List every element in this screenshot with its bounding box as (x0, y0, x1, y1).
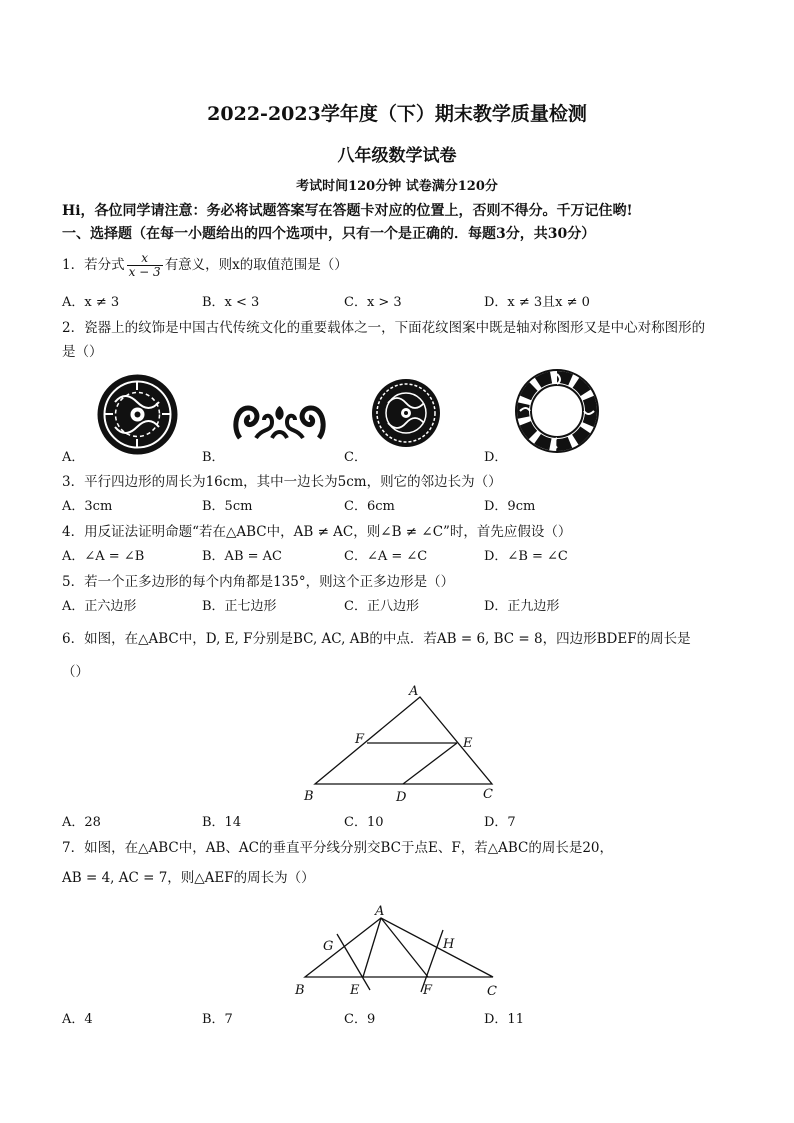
q7-segment-af (381, 918, 428, 977)
figure-q6-triangle (295, 680, 510, 805)
q6-label-f: F (355, 732, 365, 747)
pattern-a-image (95, 372, 180, 457)
q3-option-a[interactable]: A．3cm (62, 499, 113, 514)
q6-option-d[interactable]: D．7 (484, 815, 516, 830)
q4-option-b[interactable]: B．AB = AC (202, 549, 282, 564)
q7-label-g: G (323, 939, 334, 954)
q1-option-d[interactable]: D．x ≠ 3且x ≠ 0 (484, 295, 590, 310)
section-heading: 一、选择题（在每一小题给出的四个选项中，只有一个是正确的．每题3分，共30分） (62, 226, 596, 242)
q6-label-a: A (409, 684, 419, 699)
q1-prefix: 1．若分式 (62, 257, 125, 273)
q7-bisector-ab (337, 934, 370, 990)
exam-title: 2022-2023学年度（下）期末教学质量检测 (207, 103, 587, 125)
q2-option-a[interactable]: A． (62, 450, 85, 465)
q7-label-h: H (443, 937, 455, 952)
q7-option-a[interactable]: A．4 (62, 1012, 93, 1027)
q6-label-b: B (304, 789, 314, 804)
q5-option-b[interactable]: B．正七边形 (202, 599, 277, 614)
exam-info: 考试时间120分钟 试卷满分120分 (296, 179, 498, 194)
q7-label-f: F (423, 983, 433, 998)
q2-option-d[interactable]: D． (484, 450, 508, 465)
q7-label-c: C (487, 984, 497, 999)
question-2-line2: 是（） (62, 344, 103, 360)
q1-option-a[interactable]: A．x ≠ 3 (62, 295, 120, 310)
q5-option-c[interactable]: C．正八边形 (344, 599, 419, 614)
q7-label-a: A (375, 904, 385, 919)
q1-option-b[interactable]: B．x < 3 (202, 295, 260, 310)
q1-fraction (127, 252, 163, 279)
q5-option-a[interactable]: A．正六边形 (62, 599, 137, 614)
question-6-line1: 6．如图，在△ABC中，D, E, F分别是BC, AC, AB的中点．若AB = 6, BC = 8，四边形BDEF的周长是 (62, 631, 691, 647)
q1-option-c[interactable]: C．x > 3 (344, 295, 402, 310)
q1-frac-den: x − 3 (128, 265, 161, 279)
q1-suffix: 有意义，则x的取值范围是（） (164, 257, 348, 273)
question-5: 5．若一个正多边形的每个内角都是135°，则这个正多边形是（） (62, 574, 455, 590)
q1-frac-num: x (127, 252, 163, 266)
pattern-d-image (512, 366, 602, 456)
question-7-line2: AB = 4, AC = 7，则△AEF的周长为（） (62, 870, 315, 886)
exam-notice: Hi，各位同学请注意：务必将试题答案写在答题卡对应的位置上，否则不得分。千万记住哟! (62, 203, 633, 219)
pattern-b-image (232, 398, 327, 446)
q3-option-c[interactable]: C．6cm (344, 499, 395, 514)
question-4: 4．用反证法证明命题“若在△ABC中，AB ≠ AC，则∠B ≠ ∠C”时，首先应假设（） (62, 524, 572, 540)
q7-segment-ae (363, 918, 381, 977)
q7-label-e: E (350, 983, 360, 998)
q7-option-d[interactable]: D．11 (484, 1012, 524, 1027)
q6-label-d: D (396, 790, 407, 805)
q2-option-c[interactable]: C． (344, 450, 367, 465)
question-7-line1: 7．如图，在△ABC中，AB、AC的垂直平分线分别交BC于点E、F，若△ABC的周长是20， (62, 840, 614, 856)
q7-option-c[interactable]: C．9 (344, 1012, 376, 1027)
question-6-line2: （） (62, 664, 89, 680)
pattern-c-image (370, 377, 442, 449)
figure-q7-triangle (285, 900, 510, 1000)
q6-option-a[interactable]: A．28 (62, 815, 101, 830)
question-2-line1: 2．瓷器上的纹饰是中国古代传统文化的重要载体之一，下面花纹图案中既是轴对称图形又是中心对称图形的 (62, 320, 706, 336)
q4-option-d[interactable]: D．∠B = ∠C (484, 549, 568, 564)
question-1 (62, 252, 348, 279)
q3-option-d[interactable]: D．9cm (484, 499, 536, 514)
q2-option-b[interactable]: B． (202, 450, 225, 465)
q6-option-b[interactable]: B．14 (202, 815, 242, 830)
q6-label-c: C (483, 787, 493, 802)
q5-option-d[interactable]: D．正九边形 (484, 599, 560, 614)
question-3: 3．平行四边形的周长为16cm，其中一边长为5cm，则它的邻边长为（） (62, 474, 502, 490)
q7-option-b[interactable]: B．7 (202, 1012, 233, 1027)
q4-option-c[interactable]: C．∠A = ∠C (344, 549, 428, 564)
q3-option-b[interactable]: B．5cm (202, 499, 253, 514)
q6-option-c[interactable]: C．10 (344, 815, 384, 830)
q4-option-a[interactable]: A．∠A = ∠B (62, 549, 145, 564)
exam-subtitle: 八年级数学试卷 (337, 146, 457, 166)
q7-label-b: B (295, 983, 305, 998)
q6-label-e: E (463, 736, 473, 751)
q6-segment-ed (403, 743, 457, 784)
